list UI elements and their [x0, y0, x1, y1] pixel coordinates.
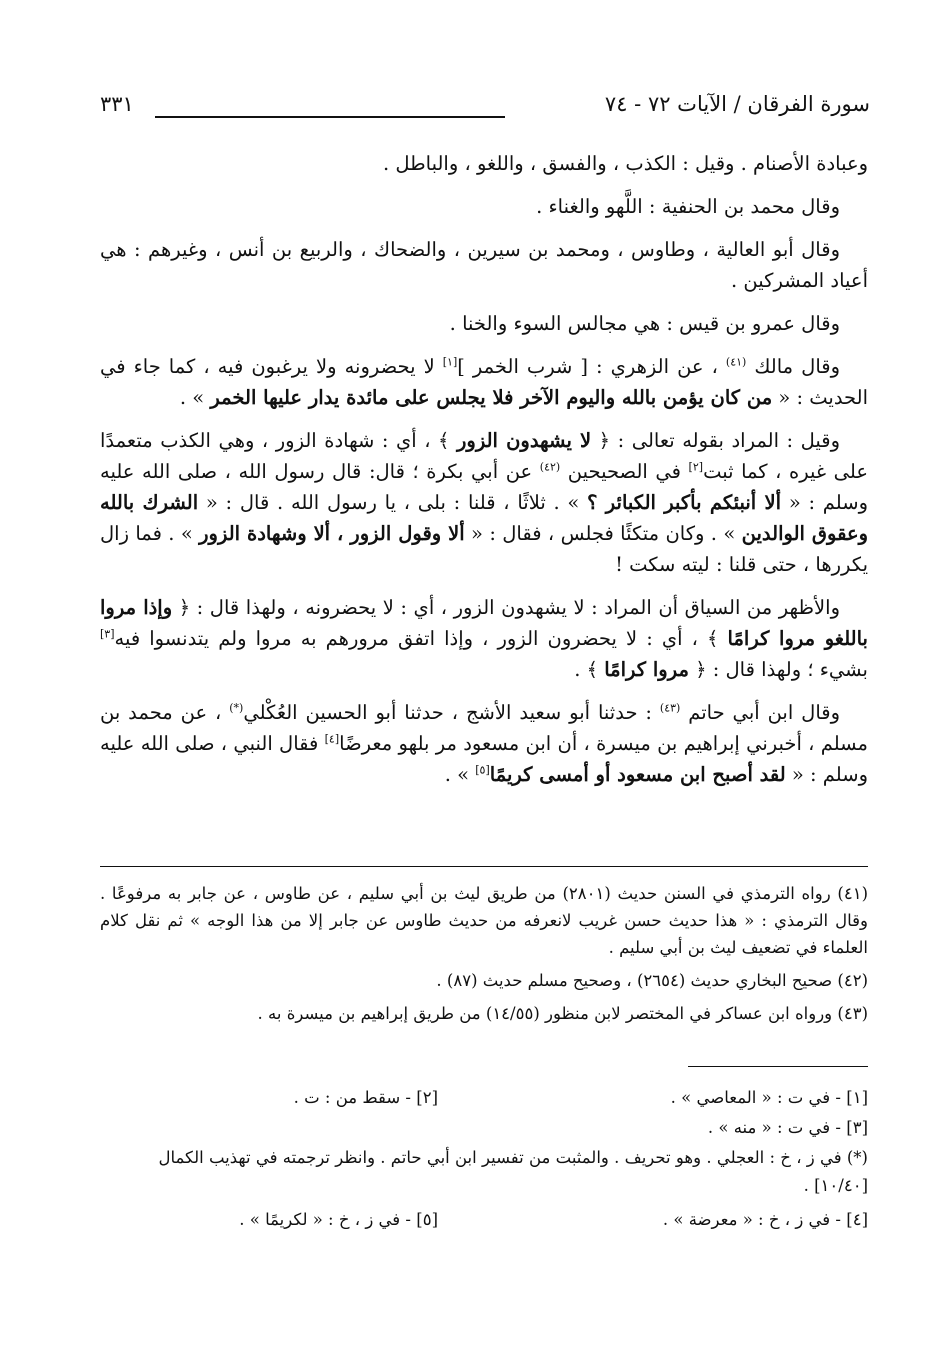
quran-quote: وإذا مروا باللغو مروا كرامًا	[100, 596, 868, 650]
footnote-ref-42: (٤٢)	[539, 460, 561, 474]
paragraph-1-text: وعبادة الأصنام . وقيل : الكذب ، والفسق ، واللغو ، والباطل .	[382, 152, 868, 175]
p5-text-a: وقال مالك	[754, 355, 840, 378]
paragraph-6	[100, 425, 868, 580]
p5-text-c: لا يحضرونه ولا يرغبون فيه ، كما جاء في الحديث : «	[100, 355, 868, 409]
header-rule	[155, 116, 505, 118]
editor-note-4: [٤] - في ز ، خ : « معرضة » .	[662, 1210, 868, 1229]
tahqiq-separator	[688, 1066, 868, 1067]
p6-text-f: » . وكان متكئًا فجلس ، فقال : «	[471, 522, 736, 545]
p6-text-a: وقيل : المراد بقوله تعالى : ﴿	[598, 429, 841, 452]
editor-notes-row-2	[100, 1114, 868, 1144]
paragraph-4	[100, 308, 868, 339]
hadith-quote: ألا وقول الزور ، ألا وشهادة الزور	[199, 522, 465, 545]
p8-text-d: فقال النبي ، صلى الله عليه وسلم : «	[100, 732, 868, 786]
tahqiq-ref-1: [١]	[442, 355, 458, 369]
p7-text-a: والأظهر من السياق أن المراد : لا يشهدون الزور ، أي : لا يحضرونه ، ولهذا قال : ﴿	[178, 596, 840, 619]
editor-note-5: [٥] - في ز ، خ : « لكريمًا » .	[239, 1210, 438, 1229]
tahqiq-ref-4: [٤]	[324, 732, 340, 746]
p6-text-c: في الصحيحين	[567, 460, 681, 483]
paragraph-5	[100, 351, 868, 413]
footnote-separator	[100, 866, 868, 867]
editor-note-1: [١] - في ت : « المعاصي » .	[670, 1088, 868, 1107]
hadith-quote: الشرك بالله وعقوق الوالدين	[100, 491, 869, 545]
editor-notes-row-3	[100, 1206, 868, 1236]
footnote-ref-43: (٤٣)	[659, 701, 681, 715]
paragraph-3-text: وقال أبو العالية ، وطاوس ، ومحمد بن سيرين ، والضحاك ، والربيع بن أنس ، وغيرهم : هي أعياد المشركين .	[100, 238, 868, 292]
editor-note-star: (*) في ز ، خ : العجلي . وهو تحريف . والمثبت من تفسير ابن أبي حاتم . وانظر ترجمته في تهذيب الكمال [١٠/٤٠] .	[158, 1148, 868, 1195]
running-header	[100, 92, 870, 126]
paragraph-8	[100, 697, 868, 790]
footnote-43: (٤٣) ورواه ابن عساكر في المختصر لابن منظور (١٤/٥٥) من طريق إبراهيم بن ميسرة به .	[257, 1004, 868, 1023]
p7-text-d: ﴾ .	[574, 658, 599, 681]
editor-notes	[100, 1084, 868, 1236]
footnote-42: (٤٢) صحيح البخاري حديث (٢٦٥٤) ، وصحيح مسلم حديث (٨٧) .	[436, 971, 868, 990]
tahqiq-ref-3: [٣]	[100, 627, 115, 641]
hadith-quote: لقد أصبح ابن مسعود أو أمسى كريمًا	[489, 763, 786, 786]
footnotes	[100, 880, 868, 1033]
p5-text-d: » .	[179, 386, 205, 409]
editor-notes-row-1	[100, 1084, 868, 1114]
p8-text-c: ، عن محمد بن مسلم ، أخبرني إبراهيم بن ميسرة ، أن ابن مسعود مر بلهو معرضًا	[100, 701, 868, 755]
p8-text-b: : حدثنا أبو سعيد الأشج ، حدثنا أبو الحسين العُكْلي	[243, 701, 652, 724]
editor-note-3: [٣] - في ت : « منه » .	[707, 1118, 868, 1137]
paragraph-1	[100, 148, 868, 179]
tahqiq-ref-5: [٥]	[475, 763, 490, 777]
footnote-ref-41: (٤١)	[725, 355, 747, 369]
paragraph-7	[100, 592, 868, 685]
p7-text-b: ﴾ ، أي : لا يحضرون الزور ، وإذا اتفق مرورهم به مروا ولم يتدنسوا فيه	[114, 627, 719, 650]
paragraph-2-text: وقال محمد بن الحنفية : اللَّهو والغناء .	[536, 195, 840, 218]
main-text	[100, 148, 868, 802]
p6-text-d: عن أبي بكرة ؛ قال: قال رسول الله ، صلى الله عليه وسلم : «	[100, 460, 868, 514]
hadith-quote: ألا أنبئكم بأكبر الكبائر ؟	[587, 491, 782, 514]
p6-text-e: » . ثلاثًا ، قلنا : بلى ، يا رسول الله . قال : «	[205, 491, 580, 514]
quran-quote: لا يشهدون الزور	[457, 429, 592, 452]
p7-text-c: بشيء ؛ ولهذا قال : ﴿	[695, 658, 868, 681]
paragraph-4-text: وقال عمرو بن قيس : هي مجالس السوء والخنا .	[449, 312, 840, 335]
page-number: ٣٣١	[100, 92, 134, 116]
p8-text-a: وقال ابن أبي حاتم	[688, 701, 841, 724]
paragraph-2	[100, 191, 868, 222]
quran-quote: مروا كرامًا	[604, 658, 689, 681]
hadith-quote: من كان يؤمن بالله واليوم الآخر فلا يجلس على مائدة يدار عليها الخمر	[210, 386, 773, 409]
p8-text-e: » .	[444, 763, 470, 786]
footnote-41: (٤١) رواه الترمذي في السنن حديث (٢٨٠١) من طريق ليث بن أبي سليم ، عن طاوس ، عن جابر به مرفوعًا . وقال الترمذي : « هذا حديث حسن غريب لانعرفه من حديث طاوس عن جابر إلا من هذا الوجه » ثم نقل كلام العلماء في تضعيف ليث بن أبي سليم .	[100, 884, 868, 957]
tahqiq-ref-star: (*)	[229, 701, 244, 715]
p5-text-b: ، عن الزهري : [ شرب الخمر ]	[457, 355, 718, 378]
p6-text-b: ﴾ ، أي : شهادة الزور ، وهي الكذب متعمدًا على غيره ، كما ثبت	[100, 429, 868, 483]
tahqiq-ref-2: [٢]	[688, 460, 704, 474]
p6-text-g: » . فما زال يكررها ، حتى قلنا : ليته سكت !	[100, 522, 868, 576]
paragraph-3	[100, 234, 868, 296]
editor-note-2: [٢] - سقط من : ت .	[293, 1088, 438, 1107]
header-title: سورة الفرقان / الآيات ٧٢ - ٧٤	[604, 92, 870, 116]
